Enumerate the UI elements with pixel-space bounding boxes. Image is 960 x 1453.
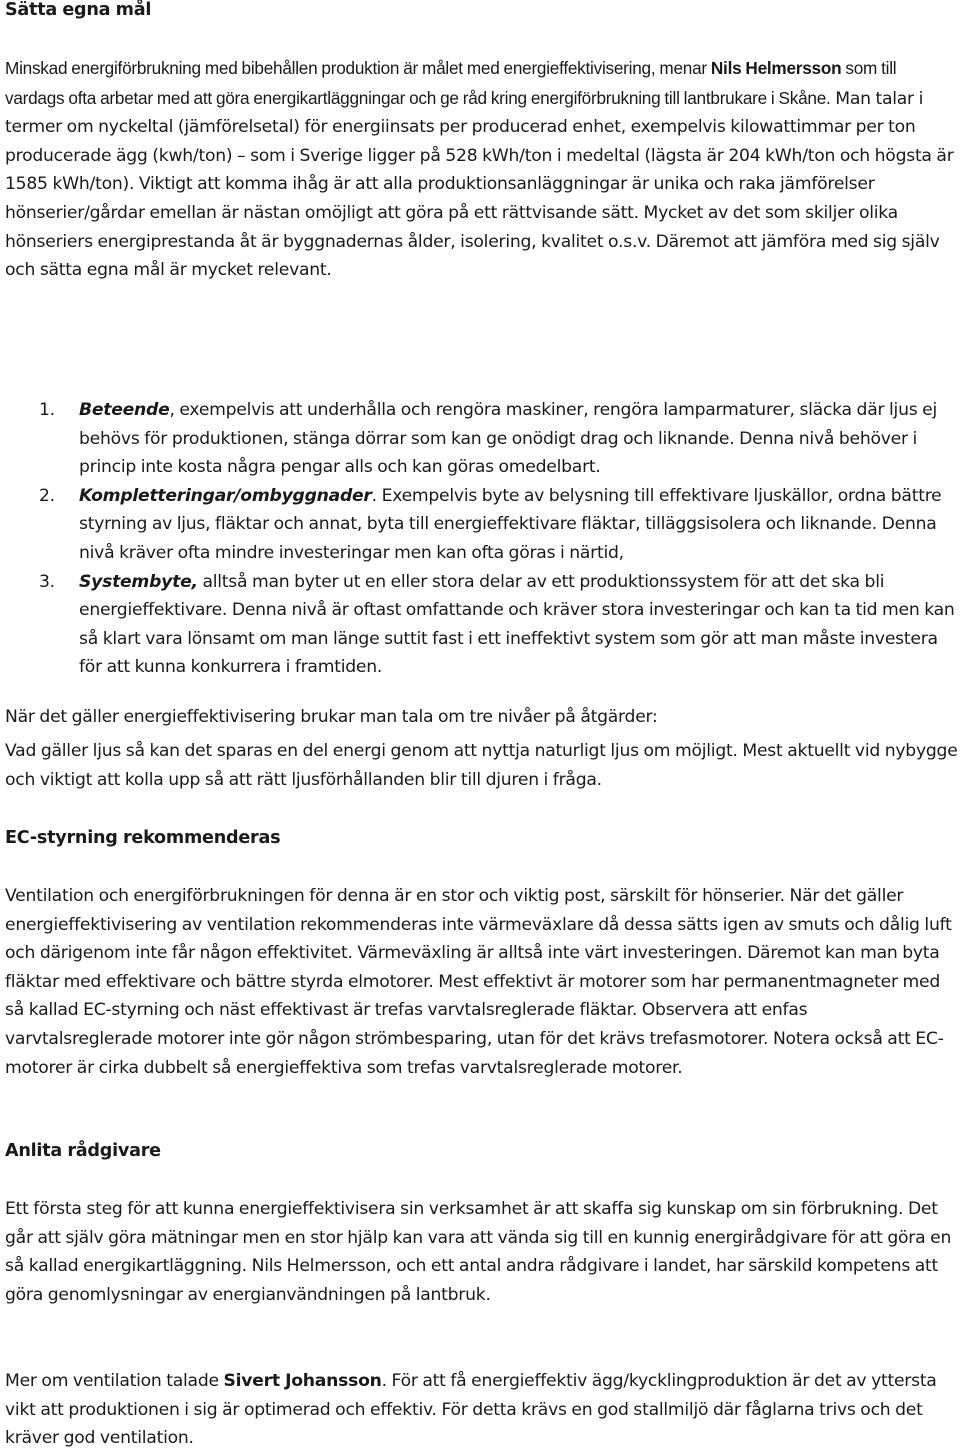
list-item-text: . Exempelvis byte av belysning till effektivare ljuskällor, ordna bättre styrning av ljus, fläktar och annat, byta till energieffektivare fläktar, tilläggsisolera och liknande. Denna nivå kräver ofta mindre investeringar men kan ofta göras i närtid, — [79, 485, 942, 563]
list-item-text: , exempelvis att underhålla och rengöra maskiner, rengöra lamparmaturer, släcka där ljus ej behövs för produktionen, stänga dörrar som kan ge onödigt drag och liknande. Denna nivå behöver i princip inte kosta några pengar alls och kan göras omedelbart. — [79, 400, 937, 478]
final-text-part1: Mer om ventilation talade — [5, 1371, 224, 1391]
list-item-term: Beteende — [79, 400, 170, 420]
list-item-number: 1. — [39, 400, 55, 420]
list-item — [5, 568, 958, 682]
list-item — [5, 482, 958, 568]
heading-anlita-radgivare: Anlita rådgivare — [5, 1141, 161, 1161]
heading-ec-styrning: EC-styrning rekommenderas — [5, 828, 281, 848]
person-name-nils-helmersson: Nils Helmersson — [710, 58, 842, 78]
list-item-number: 2. — [39, 485, 55, 506]
intro-text-part1: Minskad energiförbrukning med bibehållen produktion är målet med energieffektivisering, menar — [5, 58, 711, 78]
final-text-part2: . För att få energieffektiv ägg/kycklingproduktion är det av yttersta vikt att produktionen i sig är optimerad och effektiv. För detta krävs en god stallmiljö där fåglarna trivs och det kräver god ventilation. — [5, 1371, 937, 1449]
levels-list — [5, 396, 958, 682]
list-item-text: alltså man byter ut en eller stora delar av ett produktionssystem för att det ska bli energieffektivare. Denna nivå är oftast omfattande och kräver stora investeringar och kan ta tid men kan så klart vara lönsamt om man länge suttit fast i ett ineffektivt system som gör att man måste investera för att kunna konkurrera i framtiden. — [79, 571, 955, 678]
list-item-term: Systembyte, — [79, 571, 198, 592]
list-item-number: 3. — [39, 571, 55, 592]
advisor-paragraph: Ett första steg för att kunna energieffektivisera sin verksamhet är att skaffa sig kunskap om sin förbrukning. Det går att själv göra mätningar men en stor hjälp kan vara att vända sig till en kunnig energirådgivare för att göra en så kallad energikartläggning. Nils Helmersson, och ett antal andra rådgivare i landet, har särskild kompetens att göra genomlysningar av energianvändningen på lantbruk. — [5, 1199, 952, 1305]
list-item-term: Kompletteringar/ombyggnader — [79, 485, 372, 506]
intro-paragraph — [5, 54, 958, 285]
intro-text-part3: Man talar i termer om nyckeltal (jämförelsetal) för energiinsats per producerad enhet, exempelvis kilowattimmar per ton producerade ägg (kwh/ton) – som i Sverige ligger på 528 kWh/ton i medeltal (lägsta är 204 kWh/ton och högsta är 1585 kWh/ton). Viktigt att komma ihåg är att alla produktionsanläggningar är unika och raka jämförelser hönserier/gårdar emellan är nästan omöjligt att göra på ett rättvisande sätt. Mycket av det som skiljer olika hönseriers energiprestanda åt är byggnadernas ålder, isolering, kvalitet o.s.v. Däremot att jämföra med sig själv och sätta egna mål är mycket relevant. — [5, 88, 954, 281]
list-item — [5, 396, 958, 482]
person-name-sivert-johansson: Sivert Johansson — [223, 1371, 382, 1391]
light-paragraph: Vad gäller ljus så kan det sparas en del energi genom att nyttja naturligt ljus om möjligt. Mest aktuellt vid nybygge och viktigt att kolla upp så att rätt ljusförhållanden blir till djuren i fråga. — [5, 741, 958, 790]
levels-intro: När det gäller energieffektivisering brukar man tala om tre nivåer på åtgärder: — [5, 707, 658, 727]
final-paragraph — [5, 1367, 958, 1453]
heading-satta-egna-mal: Sätta egna mål — [5, 0, 152, 20]
ventilation-paragraph: Ventilation och energiförbrukningen för denna är en stor och viktig post, särskilt för hönserier. När det gäller energieffektivisering av ventilation rekommenderas inte värmeväxlare då dessa sätts igen av smuts och dålig luft och därigenom inte får någon effektivitet. Värmeväxling är alltså inte värt investeringen. Däremot kan man byta fläktar med effektivare och bättre styrda elmotorer. Mest effektivt är motorer som har permanentmagneter med så kallad EC-styrning och näst effektivast är trefas varvtalsreglerade fläktar. Observera att enfas varvtalsreglerade motorer inte gör någon strömbesparing, utan för det krävs trefasmotorer. Notera också att EC-motorer är cirka dubbelt så energieffektiva som trefas varvtalsreglerade motorer. — [5, 886, 952, 1078]
intro-text-part2: som till vardags ofta arbetar med att göra energikartläggningar och ge råd kring energiförbrukning till lantbrukare i Skåne. — [5, 58, 897, 108]
